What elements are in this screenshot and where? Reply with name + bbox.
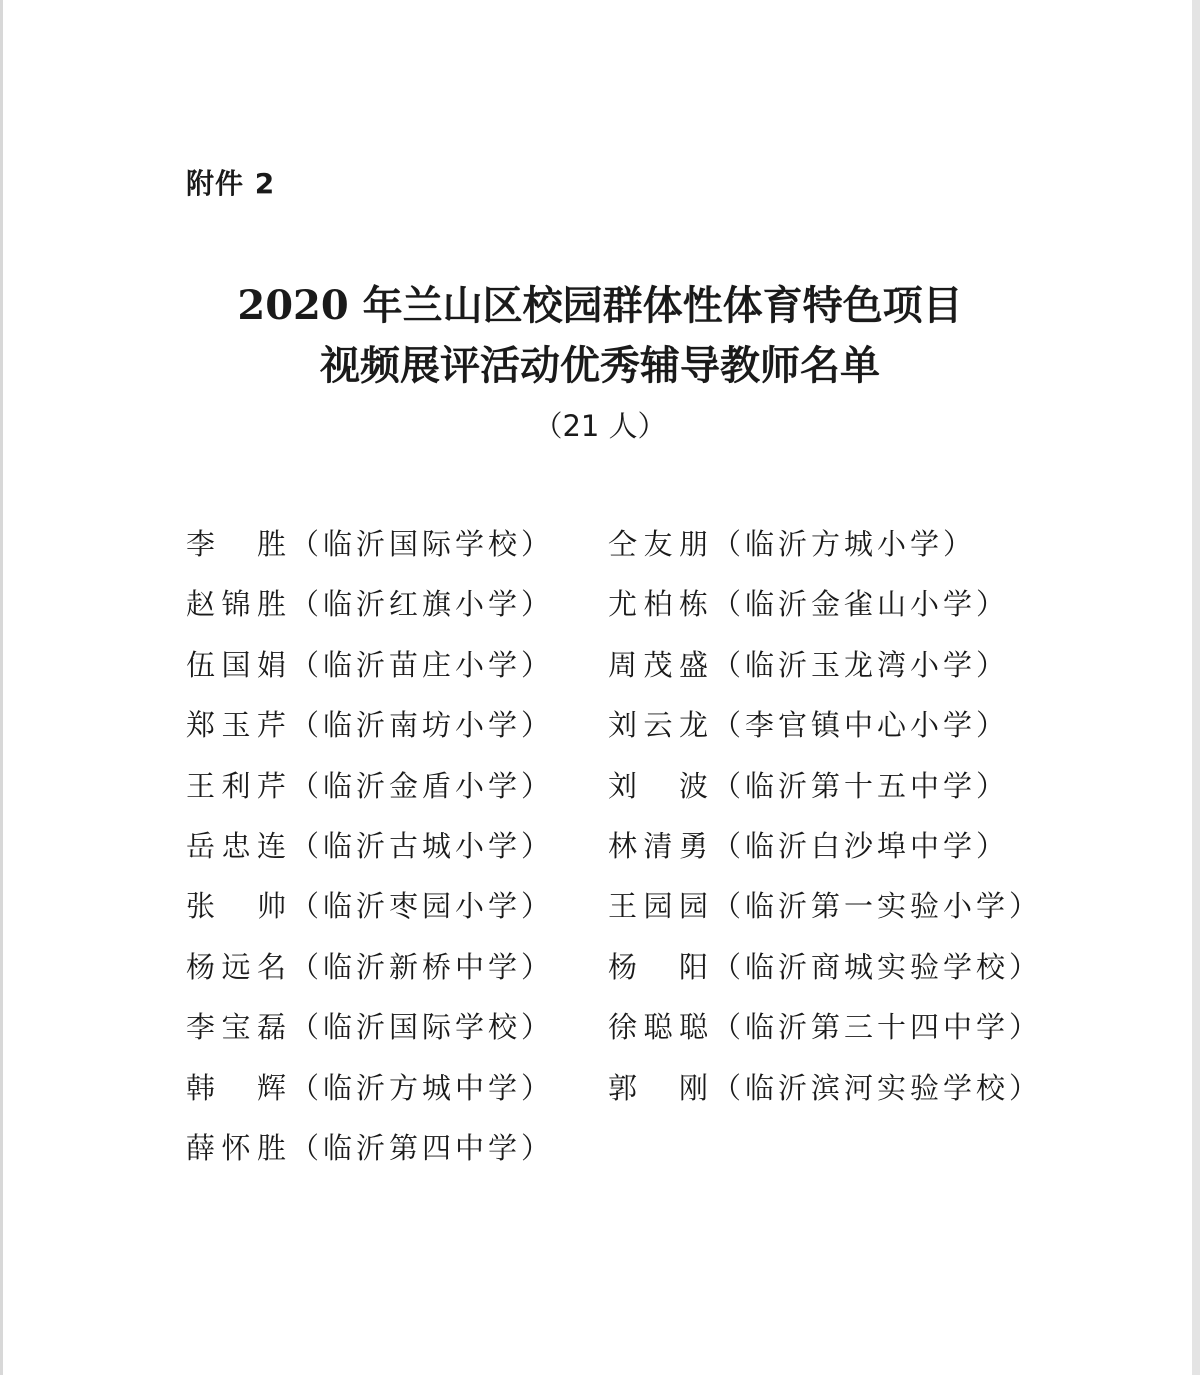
teacher-name-char: 磊 (256, 1010, 290, 1044)
teacher-name-char: 玉 (221, 708, 255, 742)
teacher-entry (186, 1009, 554, 1045)
teacher-name-char: 园 (678, 889, 712, 923)
teacher-name-char: 友 (643, 527, 677, 561)
teacher-name-char: 王 (186, 769, 220, 803)
document-title-line-2: 视频展评活动优秀辅导教师名单 (320, 342, 880, 389)
teacher-name-char: 芹 (256, 708, 290, 742)
teacher-entry (608, 949, 1042, 985)
teacher-name (186, 1009, 290, 1045)
document-title-line-1: 2020 年兰山区校园群体性体育特色项目 (237, 282, 963, 329)
teacher-school: （临沂第三十四中学） (712, 1010, 1043, 1044)
teacher-name (608, 586, 712, 622)
teacher-name-char: 周 (608, 648, 642, 682)
teacher-name-char: 尤 (608, 587, 642, 621)
teacher-name-char: 王 (608, 889, 642, 923)
teacher-entry (186, 707, 554, 743)
teacher-name-char: 伍 (186, 648, 220, 682)
teacher-name-char: 龙 (678, 708, 712, 742)
teacher-name-char: 杨 (186, 950, 220, 984)
teacher-name-char: 林 (608, 829, 642, 863)
teacher-school: （临沂玉龙湾小学） (712, 648, 1010, 682)
teacher-school: （临沂红旗小学） (290, 587, 555, 621)
teacher-entry (608, 647, 1009, 683)
teacher-name (186, 586, 290, 622)
teacher-name (186, 707, 290, 743)
teacher-school: （临沂古城小学） (290, 829, 555, 863)
teacher-name-char: 勇 (678, 829, 712, 863)
teacher-name-char: 朋 (678, 527, 712, 561)
teacher-entry (186, 1130, 554, 1166)
teacher-school: （李官镇中心小学） (712, 708, 1010, 742)
teacher-name-char: 盛 (678, 648, 712, 682)
teacher-name-char: 韩 (186, 1071, 220, 1105)
teacher-school: （临沂枣园小学） (290, 889, 555, 923)
teacher-entry (608, 586, 1009, 622)
teacher-name-char: 李 (186, 527, 220, 561)
teacher-entry (608, 888, 1042, 924)
teacher-entry (608, 707, 1009, 743)
teacher-name-char: 岳 (186, 829, 220, 863)
teacher-school: （临沂金雀山小学） (712, 587, 1010, 621)
teacher-name-char: 清 (643, 829, 677, 863)
teacher-name (186, 768, 290, 804)
teacher-name-char: 怀 (221, 1131, 255, 1165)
teacher-school: （临沂方城小学） (712, 527, 977, 561)
teacher-school: （临沂滨河实验学校） (712, 1071, 1043, 1105)
teacher-name (608, 888, 712, 924)
teacher-name (186, 1070, 290, 1106)
teacher-school: （临沂方城中学） (290, 1071, 555, 1105)
teacher-school: （临沂第四中学） (290, 1131, 555, 1165)
teacher-name-char: 聪 (643, 1010, 677, 1044)
teacher-entry (608, 828, 1009, 864)
teacher-name-char: 利 (221, 769, 255, 803)
teacher-name (608, 647, 712, 683)
teacher-entry (186, 647, 554, 683)
teacher-name-char: 杨 (608, 950, 642, 984)
teacher-school: （临沂第十五中学） (712, 769, 1010, 803)
teacher-name-char: 芹 (256, 769, 290, 803)
teacher-name-char: 李 (186, 1010, 220, 1044)
teacher-entry (186, 1070, 554, 1106)
teacher-name-char: 帅 (256, 889, 290, 923)
page-edge-right (1192, 0, 1200, 1375)
teacher-entry (608, 1070, 1042, 1106)
teacher-name-char: 仝 (608, 527, 642, 561)
teacher-name-char: 远 (221, 950, 255, 984)
teacher-name (186, 828, 290, 864)
teacher-name (608, 1009, 712, 1045)
teacher-name (608, 526, 712, 562)
teacher-name-char: 园 (643, 889, 677, 923)
teacher-name-char: 聪 (678, 1010, 712, 1044)
teacher-name (186, 888, 290, 924)
teacher-name-char: 栋 (678, 587, 712, 621)
teacher-name-char: 刘 (608, 769, 642, 803)
teacher-school: （临沂苗庄小学） (290, 648, 555, 682)
teacher-name-char: 张 (186, 889, 220, 923)
teacher-name-char: 辉 (256, 1071, 290, 1105)
teacher-name-char: 胜 (256, 587, 290, 621)
teacher-name-char: 阳 (678, 950, 712, 984)
teacher-entry (186, 586, 554, 622)
teacher-entry (608, 526, 976, 562)
teacher-count: （21 人） (533, 409, 667, 443)
teacher-school: （临沂白沙埠中学） (712, 829, 1010, 863)
attachment-label: 附件 2 (186, 167, 276, 200)
teacher-name (608, 768, 712, 804)
teacher-entry (608, 768, 1009, 804)
teacher-entry (186, 828, 554, 864)
page-edge-left (0, 0, 3, 1375)
teacher-name-char: 胜 (256, 1131, 290, 1165)
teacher-name-char: 娟 (256, 648, 290, 682)
teacher-school: （临沂南坊小学） (290, 708, 555, 742)
teacher-name (608, 828, 712, 864)
teacher-school: （临沂新桥中学） (290, 950, 555, 984)
teacher-name-char: 柏 (643, 587, 677, 621)
teacher-name-char: 名 (256, 950, 290, 984)
teacher-school: （临沂第一实验小学） (712, 889, 1043, 923)
teacher-name-char: 锦 (221, 587, 255, 621)
teacher-school: （临沂金盾小学） (290, 769, 555, 803)
teacher-name (608, 707, 712, 743)
teacher-name-char: 郭 (608, 1071, 642, 1105)
teacher-name (608, 1070, 712, 1106)
teacher-name (608, 949, 712, 985)
teacher-name-char: 连 (256, 829, 290, 863)
teacher-name-char: 赵 (186, 587, 220, 621)
teacher-name-char: 薛 (186, 1131, 220, 1165)
teacher-school: （临沂国际学校） (290, 1010, 555, 1044)
teacher-name-char: 徐 (608, 1010, 642, 1044)
teacher-name-char: 波 (678, 769, 712, 803)
teacher-name-char: 忠 (221, 829, 255, 863)
teacher-school: （临沂商城实验学校） (712, 950, 1043, 984)
teacher-name (186, 1130, 290, 1166)
teacher-name-char: 国 (221, 648, 255, 682)
teacher-name (186, 949, 290, 985)
teacher-entry (186, 768, 554, 804)
teacher-name-char: 刘 (608, 708, 642, 742)
teacher-entry (608, 1009, 1042, 1045)
teacher-name-char: 郑 (186, 708, 220, 742)
teacher-name-char: 胜 (256, 527, 290, 561)
teacher-name-char: 茂 (643, 648, 677, 682)
teacher-school: （临沂国际学校） (290, 527, 555, 561)
teacher-entry (186, 526, 554, 562)
teacher-name (186, 647, 290, 683)
teacher-entry (186, 888, 554, 924)
teacher-name-char: 刚 (678, 1071, 712, 1105)
teacher-name-char: 宝 (221, 1010, 255, 1044)
teacher-name-char: 云 (643, 708, 677, 742)
teacher-entry (186, 949, 554, 985)
teacher-name (186, 526, 290, 562)
